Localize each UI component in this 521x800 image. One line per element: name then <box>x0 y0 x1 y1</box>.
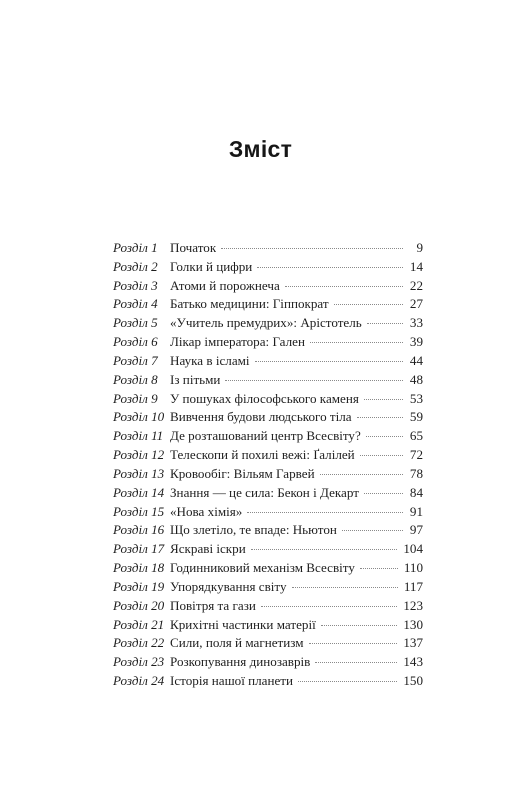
page-number: 104 <box>403 541 423 557</box>
dot-leader <box>364 399 403 400</box>
chapter-title: Крихітні частинки матерії <box>170 616 316 632</box>
chapter-number: Розділ 23 <box>113 654 165 670</box>
page-number: 150 <box>403 673 423 689</box>
dot-leader <box>309 643 398 644</box>
chapter-number: Розділ 13 <box>113 465 165 481</box>
page-number: 143 <box>403 654 423 670</box>
toc-entry[interactable] <box>113 314 423 333</box>
dot-leader <box>360 568 398 569</box>
dot-leader <box>367 323 403 324</box>
page-title: Зміст <box>228 136 293 162</box>
chapter-number: Розділ 8 <box>113 371 158 387</box>
chapter-number: Розділ 9 <box>113 390 158 406</box>
chapter-number: Розділ 14 <box>113 484 165 500</box>
chapter-title: Знання — це сила: Бекон і Декарт <box>170 484 359 500</box>
page-number: 110 <box>403 560 423 576</box>
dot-leader <box>247 512 403 513</box>
chapter-title: Атоми й порожнеча <box>170 277 280 293</box>
chapter-title: Розкопування динозаврів <box>170 654 311 670</box>
chapter-number: Розділ 19 <box>113 578 165 594</box>
chapter-number: Розділ 16 <box>113 522 165 538</box>
toc-entry[interactable] <box>113 446 423 465</box>
chapter-number: Розділ 24 <box>113 673 165 689</box>
chapter-title: Телескопи й похилі вежі: Ґалілей <box>170 447 355 463</box>
dot-leader <box>321 625 398 626</box>
chapter-title: «Учитель премудрих»: Арістотель <box>170 315 362 331</box>
chapter-number: Розділ 18 <box>113 560 165 576</box>
chapter-title: Сили, поля й магнетизм <box>170 635 304 651</box>
page-number: 33 <box>409 315 423 331</box>
chapter-number: Розділ 22 <box>113 635 165 651</box>
dot-leader <box>251 549 398 550</box>
dot-leader <box>364 493 403 494</box>
toc-entry[interactable] <box>113 484 423 503</box>
toc-entry[interactable] <box>113 277 423 296</box>
toc-entry[interactable] <box>113 371 423 390</box>
toc-entry[interactable] <box>113 258 423 277</box>
dot-leader <box>310 342 403 343</box>
chapter-title: Із пітьми <box>170 371 221 387</box>
chapter-title: Лікар імператора: Гален <box>170 334 305 350</box>
page-number: 44 <box>409 352 423 368</box>
dot-leader <box>298 681 397 682</box>
toc-entry[interactable] <box>113 540 423 559</box>
chapter-number: Розділ 2 <box>113 258 158 274</box>
toc-entry[interactable] <box>113 616 423 635</box>
chapter-title: Упорядкування світу <box>170 578 287 594</box>
chapter-number: Розділ 7 <box>113 352 158 368</box>
toc-entry[interactable] <box>113 390 423 409</box>
toc-entry[interactable] <box>113 521 423 540</box>
page-number: 84 <box>409 484 423 500</box>
toc-entry[interactable] <box>113 408 423 427</box>
chapter-title: Що злетіло, те впаде: Ньютон <box>170 522 337 538</box>
dot-leader <box>357 417 403 418</box>
chapter-title: Повітря та гази <box>170 597 256 613</box>
chapter-number: Розділ 20 <box>113 597 165 613</box>
toc-entry[interactable] <box>113 634 423 653</box>
page-number: 39 <box>409 334 423 350</box>
page-number: 72 <box>409 447 423 463</box>
chapter-title: Голки й цифри <box>170 258 253 274</box>
toc-entry[interactable] <box>113 653 423 672</box>
toc-entry[interactable] <box>113 578 423 597</box>
toc-entry[interactable] <box>113 427 423 446</box>
page-number: 97 <box>409 522 423 538</box>
dot-leader <box>320 474 403 475</box>
chapter-number: Розділ 21 <box>113 616 165 632</box>
chapter-title: Наука в ісламі <box>170 352 250 368</box>
page-number: 9 <box>416 240 423 255</box>
page-number: 78 <box>409 465 423 481</box>
dot-leader <box>257 267 403 268</box>
toc-entry[interactable] <box>113 503 423 522</box>
toc-entry[interactable] <box>113 559 423 578</box>
chapter-title: У пошуках філософського каменя <box>170 390 359 406</box>
dot-leader <box>221 248 403 249</box>
toc-entry[interactable] <box>113 597 423 616</box>
toc-entry[interactable] <box>113 352 423 371</box>
toc-entry[interactable] <box>113 465 423 484</box>
chapter-title: Кровообіг: Вільям Гарвей <box>170 465 315 481</box>
page-number: 59 <box>409 409 423 425</box>
chapter-title: Історія нашої планети <box>170 673 294 689</box>
page-number: 53 <box>409 390 423 406</box>
chapter-title: Вивчення будови людського тіла <box>170 409 352 425</box>
table-of-contents <box>113 239 423 691</box>
page-number: 65 <box>409 428 423 444</box>
chapter-number: Розділ 1 <box>113 240 158 255</box>
chapter-title: Годинниковий механізм Всесвіту <box>170 560 355 576</box>
dot-leader <box>261 606 397 607</box>
page-number: 130 <box>403 616 423 632</box>
dot-leader <box>342 530 403 531</box>
chapter-title: Де розташований центр Всесвіту? <box>170 428 361 444</box>
dot-leader <box>366 436 403 437</box>
dot-leader <box>255 361 403 362</box>
chapter-number: Розділ 11 <box>113 428 164 444</box>
chapter-title: «Нова хімія» <box>170 503 243 519</box>
chapter-number: Розділ 12 <box>113 447 165 463</box>
page-number: 27 <box>409 296 423 312</box>
page-number: 117 <box>403 578 423 594</box>
page-number: 48 <box>409 371 423 387</box>
dot-leader <box>225 380 403 381</box>
chapter-number: Розділ 15 <box>113 503 165 519</box>
chapter-title: Яскраві іскри <box>170 541 246 557</box>
chapter-number: Розділ 10 <box>113 409 165 425</box>
dot-leader <box>292 587 398 588</box>
page-number: 123 <box>403 597 423 613</box>
chapter-number: Розділ 3 <box>113 277 158 293</box>
toc-entry[interactable] <box>113 295 423 314</box>
chapter-number: Розділ 6 <box>113 334 158 350</box>
toc-entry[interactable] <box>113 672 423 691</box>
page-number: 137 <box>403 635 423 651</box>
dot-leader <box>285 286 403 287</box>
page-number: 14 <box>409 258 423 274</box>
chapter-title: Батько медицини: Гіппократ <box>170 296 329 312</box>
page-number: 22 <box>409 277 423 293</box>
toc-entry[interactable] <box>113 239 423 258</box>
chapter-number: Розділ 17 <box>113 541 165 557</box>
page-number: 91 <box>409 503 423 519</box>
chapter-title: Початок <box>170 240 217 255</box>
dot-leader <box>334 304 403 305</box>
dot-leader <box>360 455 403 456</box>
chapter-number: Розділ 5 <box>113 315 158 331</box>
chapter-number: Розділ 4 <box>113 296 158 312</box>
dot-leader <box>315 662 397 663</box>
toc-entry[interactable] <box>113 333 423 352</box>
